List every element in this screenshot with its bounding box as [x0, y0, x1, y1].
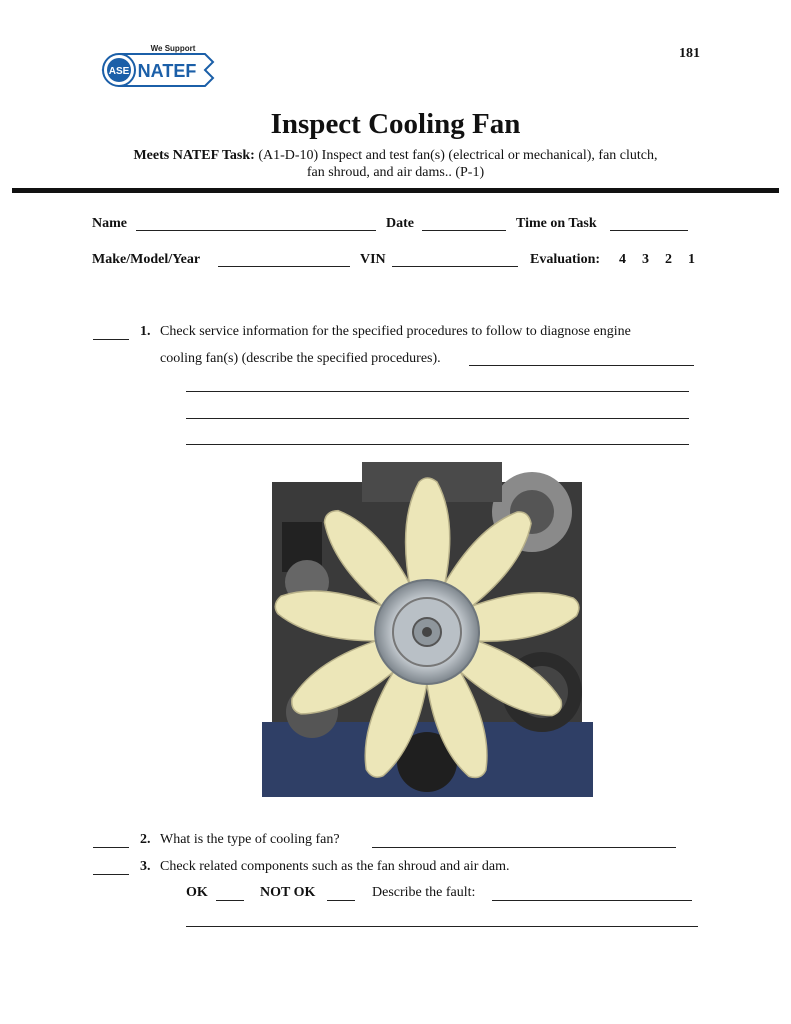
ok-label: OK — [186, 885, 208, 900]
not-ok-blank[interactable] — [327, 900, 355, 901]
step-3-number: 3. — [140, 859, 151, 874]
describe-fault-line-1[interactable] — [492, 900, 692, 901]
step-1-answer-line-2[interactable] — [186, 391, 689, 392]
logo-ase-text: ASE — [108, 66, 130, 77]
task-line-1 — [0, 148, 791, 164]
name-field[interactable] — [136, 230, 376, 231]
date-field[interactable] — [422, 230, 506, 231]
evaluation-label: Evaluation: — [530, 252, 601, 267]
vin-label: VIN — [360, 252, 386, 267]
natef-logo — [97, 40, 215, 100]
step-1-answer-line-1[interactable] — [469, 365, 694, 366]
step-2-answer-line[interactable] — [372, 847, 676, 848]
header-rule — [12, 188, 779, 193]
name-label: Name — [92, 216, 127, 231]
time-on-task-label: Time on Task — [516, 216, 597, 231]
describe-fault-line-2[interactable] — [186, 926, 698, 927]
task-line-2: fan shroud, and air dams.. (P-1) — [306, 165, 485, 180]
date-label: Date — [386, 216, 414, 231]
step-1-answer-line-3[interactable] — [186, 418, 689, 419]
vin-field[interactable] — [392, 266, 518, 267]
step-2-text: What is the type of cooling fan? — [160, 832, 340, 847]
page-title: Inspect Cooling Fan — [270, 108, 521, 140]
evaluation-score-2[interactable]: 2 — [665, 252, 672, 267]
logo-natef-text: NATEF — [137, 61, 197, 81]
step-1-number: 1. — [140, 324, 151, 339]
step-2-number: 2. — [140, 832, 151, 847]
evaluation-score-1[interactable]: 1 — [688, 252, 695, 267]
step-1-check-blank[interactable] — [93, 339, 129, 340]
ok-blank[interactable] — [216, 900, 244, 901]
evaluation-score-3[interactable]: 3 — [642, 252, 649, 267]
task-text-1: (A1-D-10) Inspect and test fan(s) (electrical or mechanical), fan clutch, — [258, 148, 658, 163]
describe-fault-label: Describe the fault: — [372, 885, 476, 900]
step-1-text-2: cooling fan(s) (describe the specified procedures). — [160, 351, 441, 366]
step-3-text: Check related components such as the fan shroud and air dam. — [160, 859, 510, 874]
evaluation-score-4[interactable]: 4 — [619, 252, 626, 267]
step-2-check-blank[interactable] — [93, 847, 129, 848]
cooling-fan-photo — [262, 462, 593, 797]
make-model-year-label: Make/Model/Year — [92, 252, 201, 267]
step-1-text-1: Check service information for the specified procedures to follow to diagnose engine — [160, 324, 631, 339]
time-on-task-field[interactable] — [610, 230, 688, 231]
step-3-check-blank[interactable] — [93, 874, 129, 875]
step-1-answer-line-4[interactable] — [186, 444, 689, 445]
not-ok-label: NOT OK — [260, 885, 316, 900]
logo-we-support-text: We Support — [150, 44, 196, 53]
make-model-year-field[interactable] — [218, 266, 350, 267]
page-number: 181 — [679, 46, 700, 61]
task-label: Meets NATEF Task: — [133, 148, 255, 163]
